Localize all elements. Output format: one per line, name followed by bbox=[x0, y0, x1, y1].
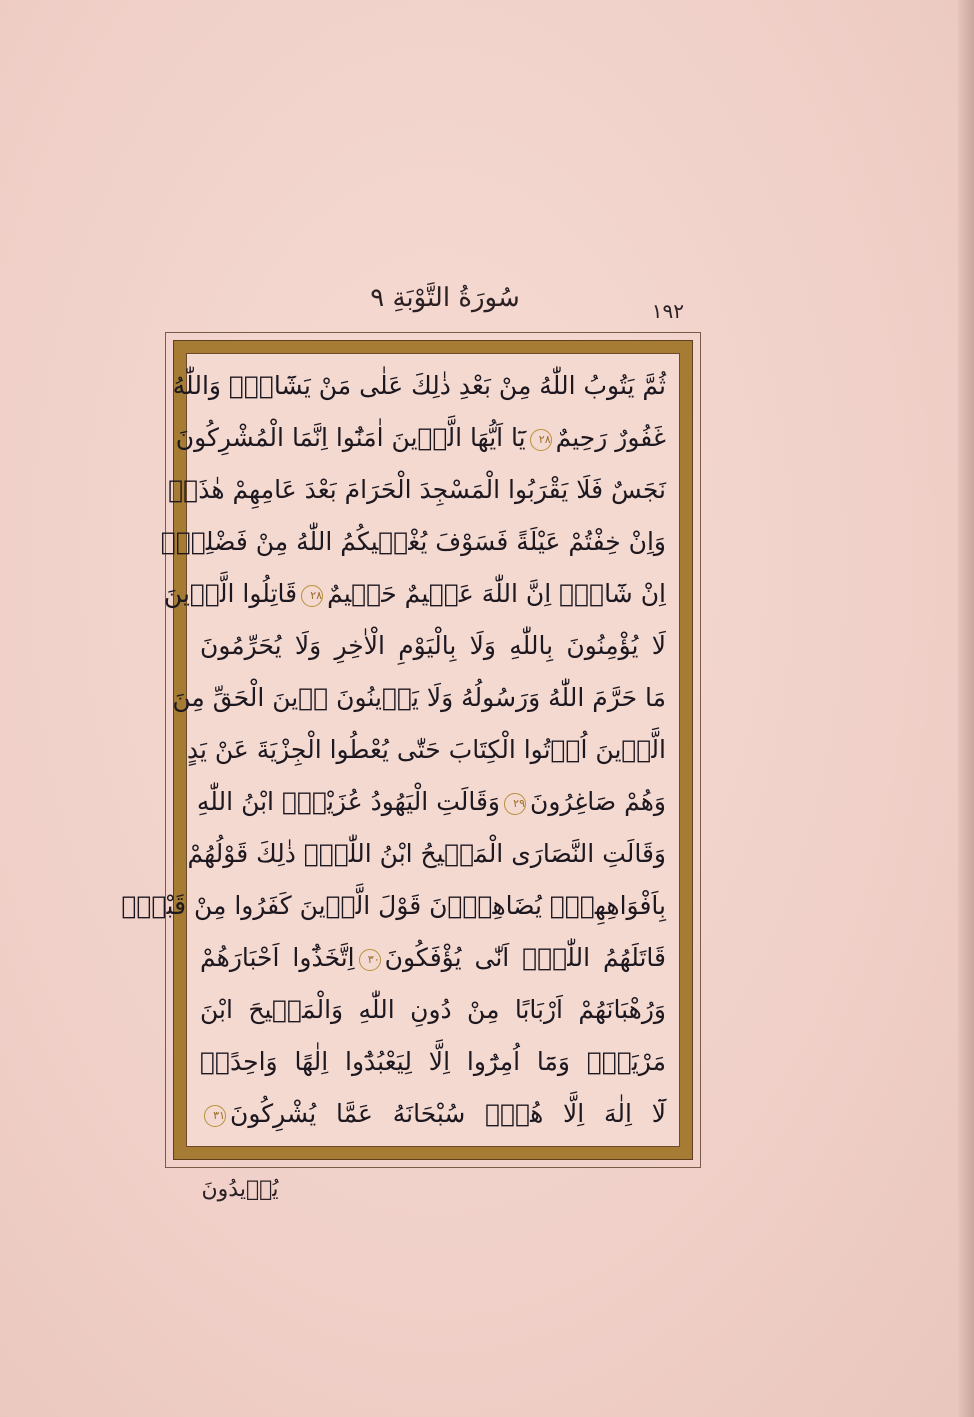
line-text-continued: قَاتِلُوا الَّذٖينَ bbox=[163, 579, 298, 608]
text-line-10 bbox=[187, 828, 666, 880]
ayah-end-marker: ٣١ bbox=[204, 1105, 226, 1127]
text-line-3 bbox=[168, 464, 666, 516]
text-line-5 bbox=[163, 568, 666, 620]
page-edge-shadow bbox=[958, 0, 974, 1417]
line-text: وَهُمْ صَاغِرُونَ bbox=[530, 787, 666, 816]
line-text: مَرْيَمَۚ وَمَٓا اُمِرُٓوا اِلَّا لِيَعْبُدُٓوا اِلٰهًا وَاحِدًاۚ bbox=[200, 1047, 666, 1076]
text-line-7 bbox=[172, 672, 666, 724]
line-text: ثُمَّ يَتُوبُ اللّٰهُ مِنْ بَعْدِ ذٰلِكَ عَلٰى مَنْ يَشَٓاءُۜ وَاللّٰهُ bbox=[172, 371, 666, 400]
line-text: الَّذٖينَ اُو۫تُوا الْكِتَابَ حَتّٰى يُعْطُوا الْجِزْيَةَ عَنْ يَدٍ bbox=[186, 735, 666, 764]
text-line-2 bbox=[175, 412, 666, 464]
ayah-end-marker: ٢٨ bbox=[530, 429, 552, 451]
line-text: وَقَالَتِ النَّصَارَى الْمَسٖيحُ ابْنُ اللّٰهِۜ ذٰلِكَ قَوْلُهُمْ bbox=[187, 839, 666, 868]
line-text: غَفُورٌ رَحِيمٌ bbox=[555, 423, 666, 452]
line-text: اِنْ شَٓاءَۜ اِنَّ اللّٰهَ عَلٖيمٌ حَكٖيمٌ bbox=[327, 579, 666, 608]
line-text: نَجَسٌ فَلَا يَقْرَبُوا الْمَسْجِدَ الْحَرَامَ بَعْدَ عَامِهِمْ هٰذَاۚ bbox=[168, 475, 666, 504]
text-line-4 bbox=[160, 516, 666, 568]
text-line-13 bbox=[200, 984, 666, 1036]
text-line-11 bbox=[121, 880, 666, 932]
text-line-14 bbox=[200, 1036, 666, 1088]
line-text: لَا يُؤْمِنُونَ بِاللّٰهِ وَلَا بِالْيَوْمِ الْاٰخِرِ وَلَا يُحَرِّمُونَ bbox=[200, 631, 666, 660]
ayah-end-marker: ٣٠ bbox=[359, 949, 381, 971]
text-line-9 bbox=[196, 776, 666, 828]
text-line-1 bbox=[172, 360, 666, 412]
line-text: بِاَفْوَاهِهِمْۚ يُضَاهِؤُ۫نَ قَوْلَ الَّذٖينَ كَفَرُوا مِنْ قَبْلُۜ bbox=[121, 891, 666, 920]
text-line-8 bbox=[186, 724, 666, 776]
line-text: وَرُهْبَانَهُمْ اَرْبَابًا مِنْ دُونِ اللّٰهِ وَالْمَسٖيحَ ابْنَ bbox=[200, 995, 666, 1024]
text-line-15 bbox=[200, 1088, 666, 1140]
line-text: لَٓا اِلٰهَ اِلَّا هُوَۜ سُبْحَانَهُ عَمَّا يُشْرِكُونَ bbox=[230, 1099, 666, 1128]
line-text-continued: وَقَالَتِ الْيَهُودُ عُزَيْرٌۨ ابْنُ اللّٰهِ bbox=[196, 787, 500, 816]
catchword: يُرٖيدُونَ bbox=[201, 1177, 279, 1202]
ayah-end-marker: ٢٨ bbox=[301, 585, 323, 607]
surah-title-header: سُورَةُ التَّوْبَةِ ٩ bbox=[370, 283, 520, 313]
quran-text-block bbox=[121, 360, 667, 1140]
text-line-12 bbox=[200, 932, 666, 984]
line-text-continued: اِتَّخَذُٓوا اَحْبَارَهُمْ bbox=[200, 943, 355, 972]
ayah-end-marker: ٢٩ bbox=[504, 793, 526, 815]
page-number: ١٩٢ bbox=[651, 299, 684, 323]
line-text-continued: يَٓا اَيُّهَا الَّذٖينَ اٰمَنُٓوا اِنَّمَا الْمُشْرِكُونَ bbox=[175, 423, 526, 452]
text-line-6 bbox=[200, 620, 666, 672]
line-text: مَا حَرَّمَ اللّٰهُ وَرَسُولُهُ وَلَا يَدٖينُونَ دٖينَ الْحَقِّ مِنَ bbox=[172, 683, 666, 712]
line-text: وَاِنْ خِفْتُمْ عَيْلَةً فَسَوْفَ يُغْنٖيكُمُ اللّٰهُ مِنْ فَضْلِهٖٓ bbox=[160, 527, 666, 556]
line-text: قَاتَلَهُمُ اللّٰهُۚ اَنّٰى يُؤْفَكُونَ bbox=[384, 943, 667, 972]
